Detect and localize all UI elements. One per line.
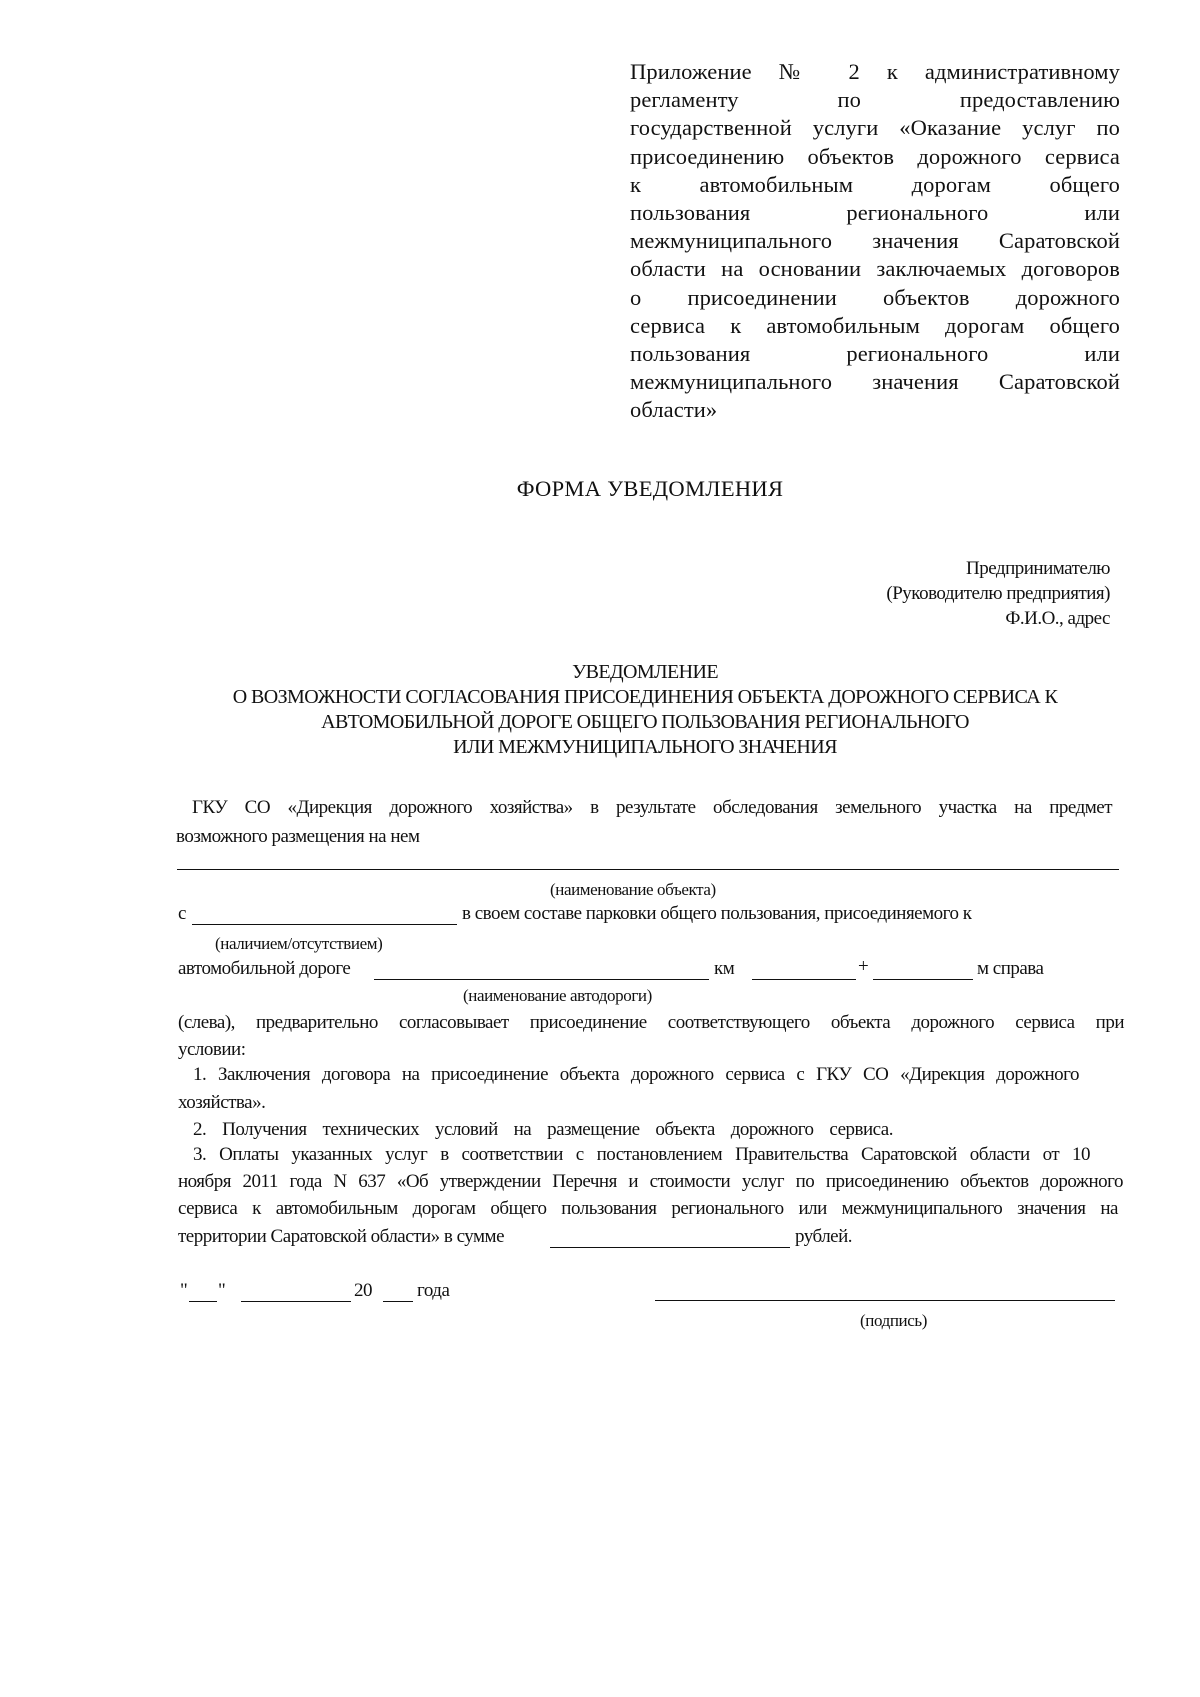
appendix-line: области на основании заключаемых договоров — [630, 256, 1120, 282]
condition-item-3-cont: ноября 2011 года N 637 «Об утверждении Перечня и стоимости услуг по присоединению объектов дорожного — [178, 1171, 1123, 1192]
year-prefix: 20 — [354, 1280, 372, 1301]
notice-subtitle-line: ИЛИ МЕЖМУНИЦИПАЛЬНОГО ЗНАЧЕНИЯ — [453, 736, 837, 758]
addressee-line: Предпринимателю — [966, 558, 1110, 579]
amount-field[interactable] — [550, 1247, 790, 1248]
signature-field[interactable] — [655, 1300, 1115, 1301]
road-name-field[interactable] — [374, 979, 709, 980]
date-quote-close: " — [218, 1280, 226, 1301]
with-prefix: с — [178, 903, 186, 924]
km-label: км — [714, 958, 735, 979]
appendix-line: сервиса к автомобильным дорогам общего — [630, 312, 1120, 338]
condition-item-1-cont: хозяйства». — [178, 1092, 266, 1113]
appendix-line: регламенту по предоставлению — [630, 87, 1120, 113]
addressee-line: (Руководителю предприятия) — [886, 583, 1110, 604]
parking-text: в своем составе парковки общего пользования, присоединяемого к — [462, 903, 972, 924]
appendix-line: области» — [630, 397, 718, 423]
condition-item-3-cont: сервиса к автомобильным дорогам общего пользования регионального или межмуниципального значения на — [178, 1198, 1118, 1219]
form-title: ФОРМА УВЕДОМЛЕНИЯ — [516, 476, 784, 501]
condition-item-2: 2. Получения технических условий на размещение объекта дорожного сервиса. — [193, 1119, 893, 1140]
m-right-label: м справа — [977, 958, 1044, 979]
year-suffix: года — [417, 1280, 450, 1301]
paragraph-line: (слева), предварительно согласовывает присоединение соответствующего объекта дорожного сервиса при — [178, 1012, 1124, 1033]
km-field[interactable] — [752, 979, 856, 980]
plus-sign: + — [858, 956, 869, 977]
currency-label: рублей. — [795, 1226, 853, 1247]
object-name-caption: (наименование объекта) — [550, 880, 716, 899]
month-field[interactable] — [241, 1301, 351, 1302]
presence-caption: (наличием/отсутствием) — [215, 934, 383, 953]
appendix-line: межмуниципального значения Саратовской — [630, 369, 1120, 395]
date-quote-open: " — [180, 1280, 188, 1301]
intro-line: возможного размещения на нем — [176, 826, 420, 847]
day-field[interactable] — [189, 1301, 217, 1302]
appendix-line: присоединению объектов дорожного сервиса — [630, 143, 1120, 169]
notice-heading — [150, 660, 1140, 760]
condition-item-3: 3. Оплаты указанных услуг в соответствии с постановлением Правительства Саратовской области от 10 — [193, 1144, 1090, 1165]
addressee-line: Ф.И.О., адрес — [1005, 608, 1110, 629]
year-field[interactable] — [383, 1301, 413, 1302]
meters-field[interactable] — [873, 979, 973, 980]
condition-item-1: 1. Заключения договора на присоединение объекта дорожного сервиса с ГКУ СО «Дирекция дорожного — [193, 1064, 1079, 1085]
object-name-field[interactable] — [177, 869, 1119, 870]
presence-field[interactable] — [192, 924, 457, 925]
appendix-line: пользования регионального или — [630, 200, 1120, 226]
signature-caption: (подпись) — [860, 1311, 927, 1330]
appendix-line: Приложение № 2 к административному — [630, 59, 1120, 84]
condition-item-3-cont: территории Саратовской области» в сумме — [178, 1226, 505, 1247]
appendix-line: государственной услуги «Оказание услуг по — [630, 115, 1120, 141]
road-caption: (наименование автодороги) — [463, 986, 652, 1005]
appendix-line: о присоединении объектов дорожного — [630, 284, 1120, 310]
intro-line: ГКУ СО «Дирекция дорожного хозяйства» в результате обследования земельного участка на предмет — [192, 797, 1112, 818]
road-prefix: автомобильной дороге — [178, 958, 351, 979]
appendix-line: пользования регионального или — [630, 341, 1120, 367]
appendix-reference — [630, 58, 1120, 425]
appendix-line: межмуниципального значения Саратовской — [630, 228, 1120, 254]
paragraph-line: условии: — [178, 1039, 246, 1060]
appendix-line: к автомобильным дорогам общего — [630, 171, 1120, 197]
notice-title: УВЕДОМЛЕНИЕ — [572, 661, 718, 683]
addressee-block — [886, 556, 1110, 631]
notice-subtitle-line: О ВОЗМОЖНОСТИ СОГЛАСОВАНИЯ ПРИСОЕДИНЕНИЯ ОБЪЕКТА ДОРОЖНОГО СЕРВИСА К — [232, 686, 1058, 708]
notice-subtitle-line: АВТОМОБИЛЬНОЙ ДОРОГЕ ОБЩЕГО ПОЛЬЗОВАНИЯ РЕГИОНАЛЬНОГО — [321, 711, 969, 733]
